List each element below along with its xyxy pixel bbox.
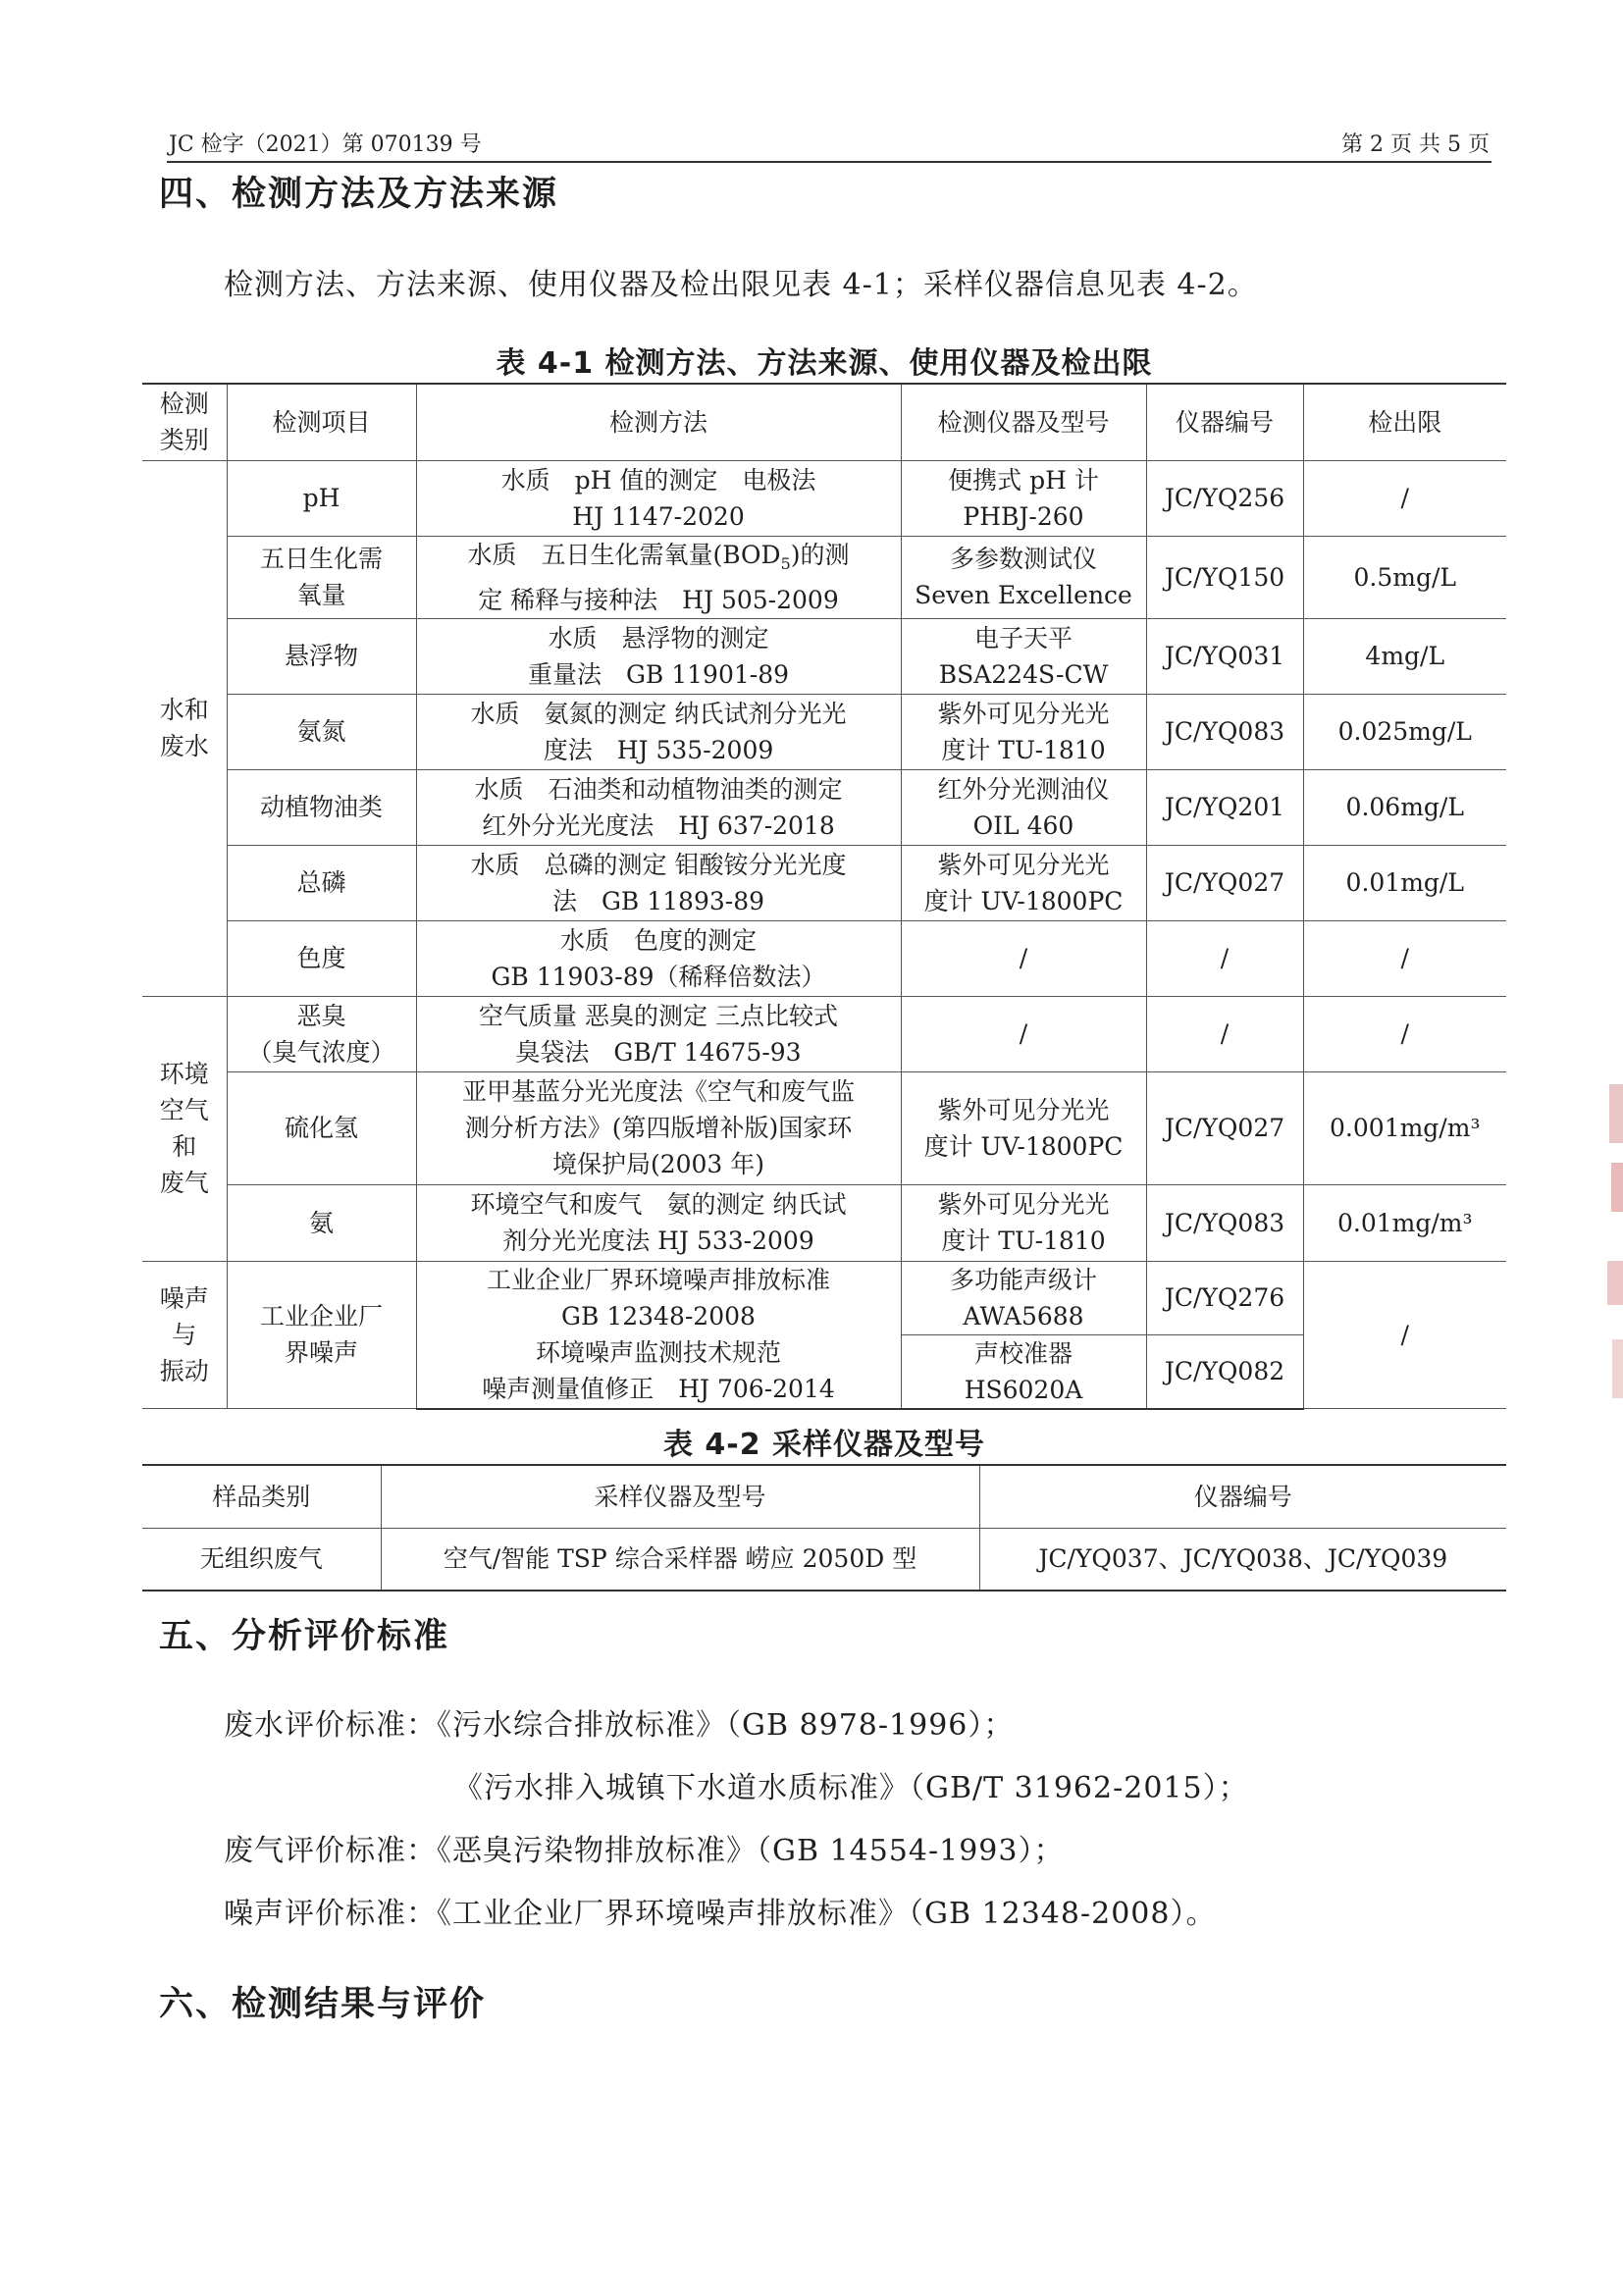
header-instrument: 检测仪器及型号 — [901, 384, 1146, 460]
table-header-row — [142, 1465, 1506, 1528]
section-4-title: 四、检测方法及方法来源 — [159, 175, 559, 214]
table-row — [142, 1261, 1506, 1334]
sampler-cell: 空气/智能 TSP 综合采样器 崂应 2050D 型 — [381, 1528, 979, 1591]
table-4-2-caption: 表 4-2 采样仪器及型号 — [662, 1428, 986, 1462]
item-cell: 氨氮 — [227, 694, 416, 769]
limit-cell: 0.06mg/L — [1303, 769, 1506, 845]
sampler-id-cell: JC/YQ037、JC/YQ038、JC/YQ039 — [979, 1528, 1506, 1591]
standard-line: 《污水排入城镇下水道水质标准》（GB/T 31962-2015）； — [453, 1771, 1249, 1805]
table-row — [142, 694, 1506, 769]
item-cell: 色度 — [227, 920, 416, 996]
section-4-intro: 检测方法、方法来源、使用仪器及检出限见表 4-1；采样仪器信息见表 4-2。 — [224, 268, 1258, 302]
instrument-cell: 紫外可见分光光 度计 TU-1810 — [901, 1184, 1146, 1261]
table-row — [142, 536, 1506, 618]
table-row — [142, 1071, 1506, 1184]
category-water: 水和 废水 — [142, 460, 227, 996]
limit-cell: 0.025mg/L — [1303, 694, 1506, 769]
category-noise: 噪声 与 振动 — [142, 1261, 227, 1409]
limit-cell: 0.5mg/L — [1303, 536, 1506, 618]
method-cell: 水质 石油类和动植物油类的测定 红外分光光度法 HJ 637-2018 — [416, 769, 901, 845]
instrument-cell: 紫外可见分光光 度计 TU-1810 — [901, 694, 1146, 769]
method-cell: 亚甲基蓝分光光度法《空气和废气监 测分析方法》(第四版增补版)国家环 境保护局(2003 年) — [416, 1071, 901, 1184]
standard-line: 噪声评价标准：《工业企业厂界环境噪声排放标准》（GB 12348-2008）。 — [224, 1897, 1217, 1931]
section-6-title: 六、检测结果与评价 — [159, 1985, 487, 2024]
instrument-cell: 紫外可见分光光 度计 UV-1800PC — [901, 845, 1146, 920]
item-cell: 总磷 — [227, 845, 416, 920]
method-cell: 水质 悬浮物的测定 重量法 GB 11901-89 — [416, 618, 901, 694]
instrument-cell: 红外分光测油仪 OIL 460 — [901, 769, 1146, 845]
table-row — [142, 920, 1506, 996]
instrument-cell: / — [901, 996, 1146, 1071]
header-sampler-id: 仪器编号 — [979, 1465, 1506, 1528]
id-cell: JC/YQ083 — [1146, 1184, 1303, 1261]
table-4-1-caption: 表 4-1 检测方法、方法来源、使用仪器及检出限 — [496, 346, 1153, 381]
limit-cell: 4mg/L — [1303, 618, 1506, 694]
item-cell: pH — [227, 460, 416, 536]
instrument-cell: 紫外可见分光光 度计 UV-1800PC — [901, 1071, 1146, 1184]
item-cell: 动植物油类 — [227, 769, 416, 845]
method-cell: 环境噪声监测技术规范 噪声测量值修正 HJ 706-2014 — [416, 1334, 901, 1409]
table-row — [142, 769, 1506, 845]
seal-stamp-edge — [1603, 1084, 1623, 1457]
id-cell: JC/YQ083 — [1146, 694, 1303, 769]
id-cell: JC/YQ082 — [1146, 1334, 1303, 1409]
header-method: 检测方法 — [416, 384, 901, 460]
limit-cell: / — [1303, 920, 1506, 996]
limit-cell: / — [1303, 1261, 1506, 1409]
table-row — [142, 996, 1506, 1071]
id-cell: JC/YQ027 — [1146, 1071, 1303, 1184]
table-header-row — [142, 384, 1506, 460]
table-row — [142, 618, 1506, 694]
method-cell: 工业企业厂界环境噪声排放标准 GB 12348-2008 — [416, 1261, 901, 1334]
standard-line: 废水评价标准：《污水综合排放标准》（GB 8978-1996）； — [224, 1708, 1015, 1743]
limit-cell: 0.01mg/L — [1303, 845, 1506, 920]
instrument-cell: / — [901, 920, 1146, 996]
id-cell: JC/YQ256 — [1146, 460, 1303, 536]
method-cell: 水质 五日生化需氧量$(BOD_5)$的测 定 稀释与接种法 HJ 505-2009 — [416, 536, 901, 618]
limit-cell: 0.01mg/m³ — [1303, 1184, 1506, 1261]
header-category: 检测 类别 — [142, 384, 227, 460]
section-5-title: 五、分析评价标准 — [159, 1617, 450, 1656]
item-cell: 悬浮物 — [227, 618, 416, 694]
id-cell: / — [1146, 920, 1303, 996]
method-cell: 水质 色度的测定 GB 11903-89（稀释倍数法） — [416, 920, 901, 996]
id-cell: JC/YQ027 — [1146, 845, 1303, 920]
id-cell: JC/YQ276 — [1146, 1261, 1303, 1334]
page-header — [167, 130, 1492, 163]
standard-line: 废气评价标准：《恶臭污染物排放标准》（GB 14554-1993）； — [224, 1834, 1065, 1868]
table-row — [142, 1528, 1506, 1591]
instrument-cell: 声校准器 HS6020A — [901, 1334, 1146, 1409]
instrument-cell: 电子天平 BSA224S-CW — [901, 618, 1146, 694]
item-cell: 工业企业厂 界噪声 — [227, 1261, 416, 1409]
header-sampler: 采样仪器及型号 — [381, 1465, 979, 1528]
instrument-cell: 便携式 pH 计 PHBJ-260 — [901, 460, 1146, 536]
item-cell: 五日生化需 氧量 — [227, 536, 416, 618]
id-cell: JC/YQ201 — [1146, 769, 1303, 845]
sampling-table — [142, 1464, 1506, 1592]
instrument-cell: 多功能声级计 AWA5688 — [901, 1261, 1146, 1334]
item-cell: 硫化氢 — [227, 1071, 416, 1184]
id-cell: JC/YQ150 — [1146, 536, 1303, 618]
method-cell: 水质 氨氮的测定 纳氏试剂分光光 度法 HJ 535-2009 — [416, 694, 901, 769]
item-cell: 氨 — [227, 1184, 416, 1261]
header-sample-type: 样品类别 — [142, 1465, 381, 1528]
methods-table — [142, 383, 1506, 1410]
id-cell: / — [1146, 996, 1303, 1071]
header-limit: 检出限 — [1303, 384, 1506, 460]
id-cell: JC/YQ031 — [1146, 618, 1303, 694]
table-row — [142, 845, 1506, 920]
limit-cell: / — [1303, 460, 1506, 536]
sample-type-cell: 无组织废气 — [142, 1528, 381, 1591]
method-cell: 水质 pH 值的测定 电极法 HJ 1147-2020 — [416, 460, 901, 536]
category-air: 环境 空气 和 废气 — [142, 996, 227, 1261]
table-row — [142, 460, 1506, 536]
header-item: 检测项目 — [227, 384, 416, 460]
item-cell: 恶臭 （臭气浓度） — [227, 996, 416, 1071]
page-number: 第 2 页 共 5 页 — [1341, 132, 1490, 157]
limit-cell: 0.001mg/m³ — [1303, 1071, 1506, 1184]
method-cell: 空气质量 恶臭的测定 三点比较式 臭袋法 GB/T 14675-93 — [416, 996, 901, 1071]
table-row — [142, 1184, 1506, 1261]
method-cell: 环境空气和废气 氨的测定 纳氏试 剂分光光度法 HJ 533-2009 — [416, 1184, 901, 1261]
header-id: 仪器编号 — [1146, 384, 1303, 460]
limit-cell: / — [1303, 996, 1506, 1071]
instrument-cell: 多参数测试仪 Seven Excellence — [901, 536, 1146, 618]
report-number: JC 检字（2021）第 070139 号 — [169, 132, 482, 157]
method-cell: 水质 总磷的测定 钼酸铵分光光度 法 GB 11893-89 — [416, 845, 901, 920]
